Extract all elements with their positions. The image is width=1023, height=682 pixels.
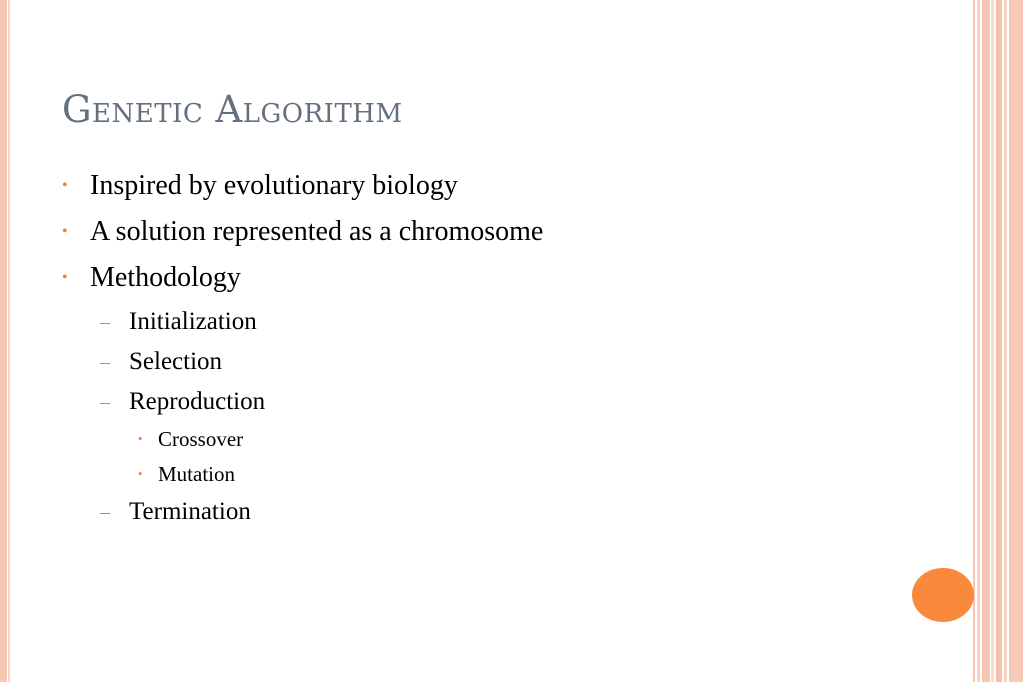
sub-sub-bullet-item: [62, 458, 902, 493]
bullet-item: [62, 165, 902, 211]
sub-bullet-text: Selection: [129, 348, 223, 375]
right-stripe: [1004, 0, 1007, 682]
bullet-text: A solution represented as a chromosome: [90, 216, 544, 247]
left-border-stripe: [0, 0, 7, 682]
bullet-text: Methodology: [90, 262, 241, 293]
dash-marker: –: [100, 391, 110, 413]
sub-bullet-item: [62, 343, 902, 383]
dash-marker: –: [100, 351, 110, 373]
right-stripe: [1009, 0, 1023, 682]
bullet-list: [62, 165, 902, 533]
bullet-marker: •: [138, 466, 143, 481]
sub-sub-bullet-text: Crossover: [158, 427, 244, 451]
bullet-item: [62, 257, 902, 303]
sub-bullet-text: Reproduction: [129, 388, 266, 415]
sub-bullet-item: [62, 303, 902, 343]
bullet-marker: •: [138, 431, 143, 446]
right-stripe: [982, 0, 990, 682]
right-stripe: [991, 0, 994, 682]
sub-sub-bullet-item: [62, 423, 902, 458]
right-border-stripes: [973, 0, 1023, 682]
decorative-circle: [912, 568, 974, 622]
bullet-item: [62, 211, 902, 257]
bullet-marker: •: [62, 223, 68, 240]
bullet-text: Inspired by evolutionary biology: [90, 170, 458, 201]
bullet-marker: •: [62, 269, 68, 286]
right-stripe: [977, 0, 980, 682]
sub-bullet-item: [62, 383, 902, 423]
sub-bullet-text: Initialization: [129, 308, 257, 335]
right-stripe: [973, 0, 975, 682]
slide-title: Genetic Algorithm: [62, 88, 403, 131]
left-border-stripe-inner: [8, 0, 10, 682]
dash-marker: –: [100, 501, 110, 523]
bullet-marker: •: [62, 177, 68, 194]
sub-sub-bullet-text: Mutation: [158, 462, 235, 486]
sub-bullet-item: [62, 493, 902, 533]
sub-bullet-text: Termination: [129, 498, 251, 525]
dash-marker: –: [100, 311, 110, 333]
right-stripe: [996, 0, 1002, 682]
